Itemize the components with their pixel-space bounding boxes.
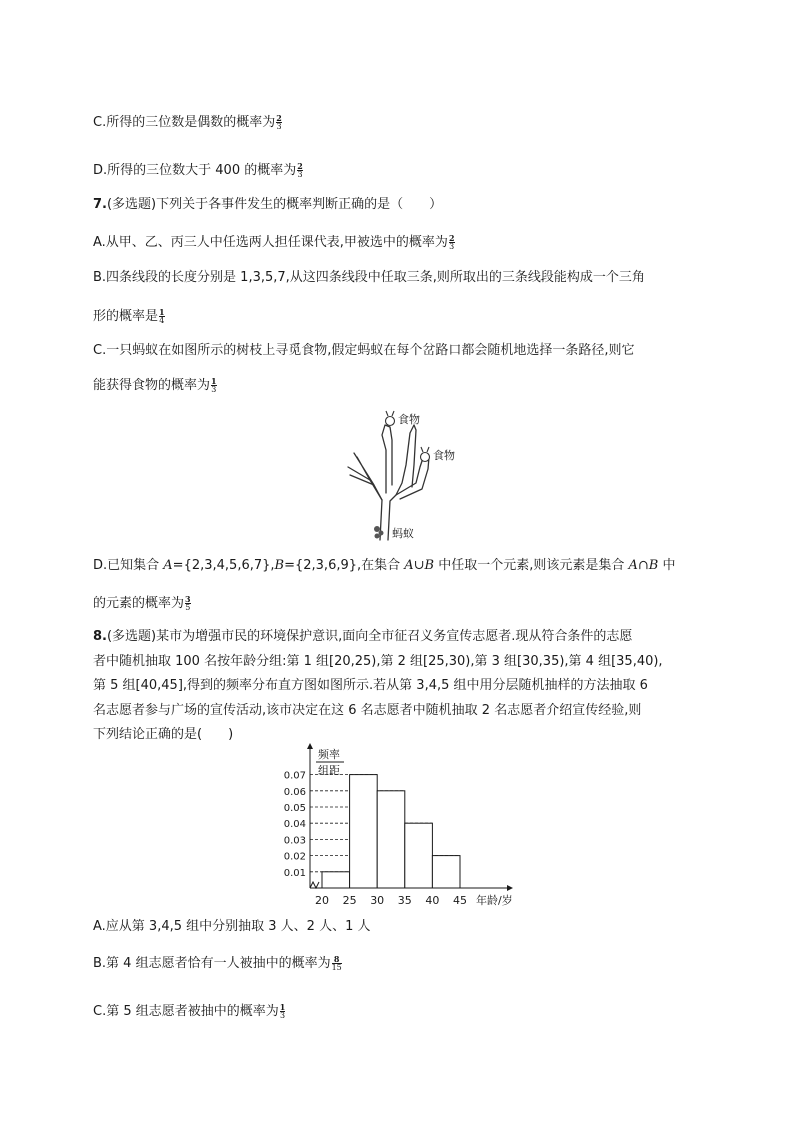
y-tick-label: 0.05	[283, 803, 306, 814]
x-tick-label: 20	[315, 894, 329, 907]
q7-option-c-line2	[93, 377, 217, 395]
q6-option-c-text: C.所得的三位数是偶数的概率为	[93, 115, 276, 130]
y-tick-label: 0.07	[283, 770, 306, 782]
set-a-value: ={2,3,4,5,6,7},	[172, 558, 275, 573]
q8-stem-line1	[93, 628, 632, 646]
axis-break	[310, 882, 319, 888]
fraction: $\frac{2}{3}$	[448, 233, 455, 251]
q8-option-c	[93, 1003, 285, 1021]
x-tick-label: 40	[425, 894, 440, 907]
fraction: $\frac{2}{3}$	[276, 113, 282, 131]
y-tick-label: 0.06	[283, 786, 306, 798]
q7-option-d-text: 的元素的概率为	[93, 596, 185, 611]
fraction: $\frac{3}{5}$	[185, 594, 191, 612]
q7-option-c-text: 能获得食物的概率为	[93, 378, 211, 393]
q8-option-c-text: C.第 5 组志愿者被抽中的概率为	[93, 1004, 279, 1019]
x-tick-label: 25	[342, 894, 357, 907]
q7-option-d-prefix: D.已知集合	[93, 558, 164, 573]
ant-icon	[374, 526, 384, 539]
q7-option-d-mid: 中任取一个元素,则该元素是集合	[434, 558, 629, 573]
histogram-bar	[377, 791, 405, 888]
q7-stem	[93, 196, 442, 214]
tree-branch-top	[382, 425, 392, 493]
x-tick-label: 35	[397, 894, 412, 907]
q7-option-d-suffix: 中	[658, 558, 676, 573]
tree-trunk	[348, 425, 416, 540]
y-tick-label: 0.02	[283, 851, 306, 863]
histogram-bar	[322, 872, 350, 888]
q6-option-c	[93, 114, 282, 132]
histogram-bar	[405, 823, 433, 888]
union-expr: A∪B	[404, 558, 435, 573]
q8-stem-text-1: (多选题)某市为增强市民的环境保护意识,面向全市征召义务宣传志愿者.现从符合条件的志愿	[106, 629, 633, 644]
y-tick-label: 0.04	[283, 819, 306, 831]
food-label-right: 食物	[433, 449, 455, 462]
q7-option-a-text: A.从甲、乙、丙三人中任选两人担任课代表,甲被选中的概率为	[93, 235, 448, 250]
q7-option-b-line2	[93, 308, 165, 326]
q6-option-d-text: D.所得的三位数大于 400 的概率为	[93, 163, 297, 178]
y-tick-label: 0.03	[283, 835, 306, 847]
x-tick-label: 45	[453, 894, 467, 907]
q8-stem-line3: 第 5 组[40,45],得到的频率分布直方图如图所示.若从第 3,4,5 组中用分层随机抽样的方法抽取 6	[93, 678, 648, 693]
q8-option-b	[93, 955, 342, 973]
histogram-bar	[350, 775, 378, 888]
intersection-expr: A∩B	[628, 558, 659, 573]
q8-number: 8.	[93, 629, 107, 644]
set-b-value: ={2,3,6,9},在集合	[284, 558, 405, 573]
y-tick-label: 0.01	[283, 867, 306, 879]
y-label-bottom: 组距	[318, 764, 340, 777]
x-axis-label: 年龄/岁	[476, 894, 513, 907]
q7-option-b-text: 形的概率是	[93, 309, 159, 324]
ant-label: 蚂蚁	[392, 527, 414, 540]
q8-stem-line4: 名志愿者参与广场的宣传活动,该市决定在这 6 名志愿者中随机抽取 2 名志愿者介绍宣传经验,则	[93, 703, 642, 718]
q7-option-b-line1: B.四条线段的长度分别是 1,3,5,7,从这四条线段中任取三条,则所取出的三条线段能构成一个三角	[93, 270, 645, 285]
q7-option-d-line2	[93, 595, 191, 613]
q8-option-a: A.应从第 3,4,5 组中分别抽取 3 人、2 人、1 人	[93, 919, 371, 934]
set-b-name: B	[274, 558, 285, 573]
q6-option-d	[93, 162, 303, 180]
q7-option-a	[93, 234, 455, 252]
food-icon-right	[421, 447, 430, 462]
fraction: $\frac{1}{3}$	[211, 376, 217, 394]
food-label-top: 食物	[398, 413, 420, 426]
fraction: $\frac{8}{15}$	[331, 954, 342, 972]
q7-option-d-line1	[93, 557, 676, 575]
q8-option-b-text: B.第 4 组志愿者恰有一人被抽中的概率为	[93, 956, 331, 971]
ant-tree-figure	[330, 405, 470, 545]
fraction: $\frac{2}{3}$	[297, 161, 303, 179]
histogram-bar	[432, 856, 460, 888]
q8-stem-line5: 下列结论正确的是( )	[93, 727, 234, 742]
frequency-histogram	[270, 742, 530, 912]
y-label-top: 频率	[318, 748, 340, 761]
fraction: $\frac{1}{4}$	[159, 307, 165, 325]
food-icon-top	[386, 411, 395, 426]
q8-stem-line2: 者中随机抽取 100 名按年龄分组:第 1 组[20,25),第 2 组[25,30),第 3 组[30,35),第 4 组[35,40),	[93, 654, 663, 669]
q7-stem-text: (多选题)下列关于各事件发生的概率判断正确的是（ ）	[106, 197, 443, 212]
q7-option-c-line1: C.一只蚂蚁在如图所示的树枝上寻觅食物,假定蚂蚁在每个岔路口都会随机地选择一条路径,则它	[93, 343, 635, 358]
q7-number: 7.	[93, 197, 107, 212]
fraction: $\frac{1}{3}$	[279, 1002, 286, 1020]
set-a-name: A	[163, 558, 173, 573]
x-tick-label: 30	[370, 894, 385, 907]
